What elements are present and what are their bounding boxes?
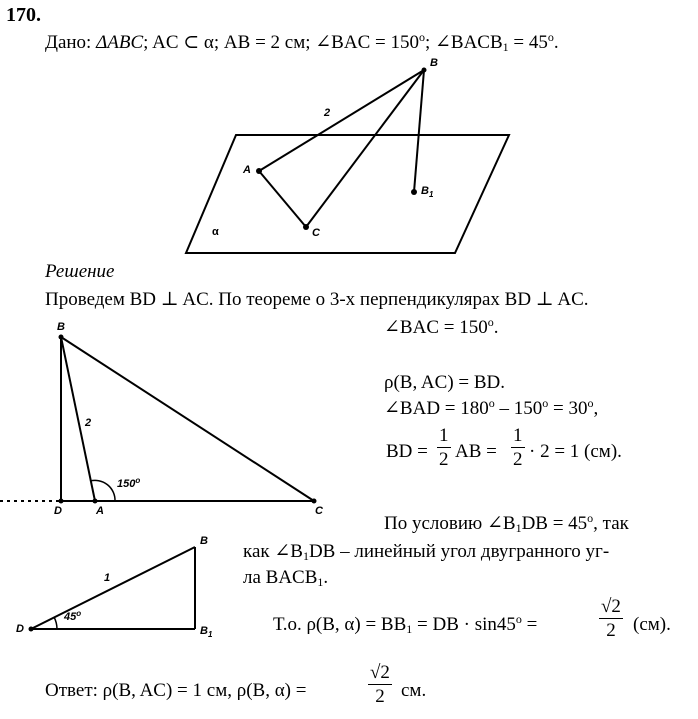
given-sub-1: 1 xyxy=(502,40,509,54)
given-period: . xyxy=(553,32,559,53)
fig3-label-DB-length: 1 xyxy=(104,572,111,584)
fig2-label-B: B xyxy=(57,321,65,333)
fraction-half-1: 1 2 xyxy=(439,425,449,470)
fig1-label-B: B xyxy=(430,57,438,69)
fig3-label-B1: $B_1$ xyxy=(200,625,213,639)
fig2-label-AB-length: 2 xyxy=(85,417,92,429)
fig2-label-A: A xyxy=(96,505,104,517)
problem-number: 170. xyxy=(6,4,41,26)
given-rest-2: ; ∠BACB xyxy=(424,32,503,53)
fig3-label-D: D xyxy=(16,623,24,635)
solution-line-5-lhs: BD = xyxy=(386,441,428,462)
solution-line-6: По условию $\angle B_1DB = 45^o$, так xyxy=(384,511,629,535)
answer-fraction: √2 2 xyxy=(370,662,390,707)
fig1-label-AB-length: 2 xyxy=(324,107,331,119)
angle-arc-45 xyxy=(54,617,57,629)
solution-line-7: как $\angle B_1DB$ – линейный угол двугранного уг- xyxy=(243,541,610,563)
fig2-label-C: C xyxy=(315,505,323,517)
solution-heading: Решение xyxy=(45,261,115,282)
solution-line-1: Проведем BD ⊥ AC. По теореме о 3-х перпендикулярах BD ⊥ AC. xyxy=(45,289,589,310)
fraction-half-2: 1 2 xyxy=(513,425,523,470)
solution-line-8: ла $BACB_1$. xyxy=(243,567,329,589)
degree-2: o xyxy=(547,30,554,44)
fig2-label-angle: 150$^o$ xyxy=(117,476,141,490)
solution-line-3: ρ(B, AC) = BD. xyxy=(384,372,506,393)
solution-line-5-rest: · 2 = 1 (см). xyxy=(529,441,622,462)
fig1-label-A: A xyxy=(243,164,251,176)
fig3-label-B: B xyxy=(200,535,208,547)
given-end: = 45 xyxy=(508,32,548,53)
fig1-label-alpha: α xyxy=(212,226,219,238)
solution-line-9: Т.о. ρ(B, $\alpha) = BB_1$ = DB · $\sin 45^o$ = xyxy=(273,612,538,636)
solution-line-4: ∠BAD = $180^o - 150^o = 30^o$, xyxy=(384,396,599,419)
solution-line-5-mid: AB = xyxy=(455,441,497,462)
solution-line-2: ∠BAC = $150^o$. xyxy=(384,315,499,338)
answer-end: см. xyxy=(401,680,427,701)
degree-1: o xyxy=(418,30,425,44)
segment-DB xyxy=(31,547,195,629)
solution-line-9-end: (см). xyxy=(633,614,671,635)
point-D xyxy=(29,627,34,632)
fig1-label-C: C xyxy=(312,227,320,239)
answer-line: Ответ: ρ(B, AC) = 1 см, ρ(B, α) = xyxy=(45,680,307,701)
fig3-label-angle: 45$^o$ xyxy=(64,609,82,623)
given-rest-1: ; AC ⊂ α; AB = 2 см; ∠BAC = 150 xyxy=(143,32,419,53)
fig2-label-D: D xyxy=(54,505,62,517)
fig1-label-B1: $B_1$ xyxy=(421,185,434,199)
fraction-sqrt2-over-2: √2 2 xyxy=(601,596,621,641)
given-triangle: ΔABC xyxy=(96,32,144,53)
given-label: Дано: xyxy=(45,32,97,53)
